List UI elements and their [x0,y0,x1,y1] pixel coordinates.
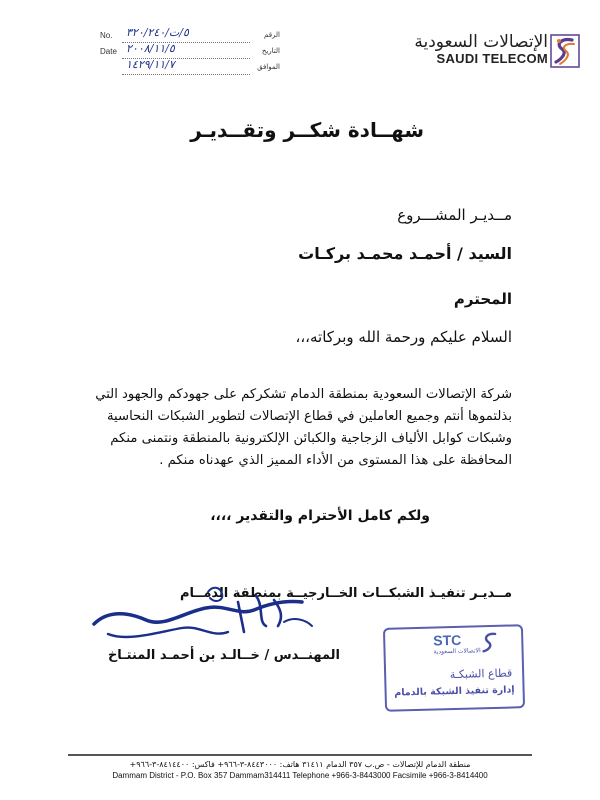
stamp-brand: STC [433,631,462,649]
ref-hijri-label-ar: الموافق [257,63,280,71]
closing-line: ولكم كامل الأحترام والتقدير ،،،، [210,508,430,524]
ref-date-label-ar: التاريخ [261,47,280,55]
footer-address-ar: منطقة الدمام للإتصالات - ص.ب ٣٥٧ الدمام ٣١٤١١ هاتف: ٨٤٤٣٠٠٠-٣-٩٦٦+ فاكس: ٨٤١٤٤٠٠-٣-٩٦٦+ [129,760,471,769]
stamp-brand-ar: الاتصالات السعودية [433,647,481,656]
honorific: المحترم [453,290,512,308]
company-name-en: SAUDI TELECOM [436,51,548,66]
ref-number-value: ٥/ت/٣٢٠/٢٤٠ [126,26,189,39]
signatory-title: مــديـر تنفيـذ الشبكــات الخــارجيــة بمنطقة الدمــام [180,586,512,601]
company-name-ar: الإتصالات السعودية [414,32,548,52]
signatory-name: المهنــدس / خــالـد بن أحمـد المنتـاخ [107,648,340,663]
official-stamp [383,624,525,712]
dotted-line [122,74,250,75]
ref-number-label: No. [100,31,113,40]
ref-date-value: ٢٠٠٨/١١/٥ [126,42,175,55]
ref-date-label: Date [100,47,117,56]
ref-hijri-value: ١٤٢٩/١١/٧ [126,58,175,71]
greeting: السلام عليكم ورحمة الله وبركاته،،، [295,328,512,346]
reference-block [100,28,280,76]
ref-number-label-ar: الرقم [264,31,280,39]
handwritten-signature [88,582,318,654]
recipient-name: السيد / أحمـد محمـد بركـات [298,244,512,263]
body-paragraph: شركة الإتصالات السعودية بمنطقة الدمام تشكركم على جهودكم والجهود التي بذلتموها أنتم وجميع العاملين في قطاع الإتصالات لتطوير الشبكات النحاسية وشبكات كوابل الألياف الزجاجية والكبائن الإلكترونية بالمنطقة ونتمنى منكم المحافظة على هذا المستوى من الأداء المميز الذي عهدناه منكم . [95,387,512,468]
ref-hijri-row [100,60,280,76]
letter-footer [68,754,532,780]
company-header [348,32,548,66]
certificate-title: شهــادة شكــر وتقــديـر [190,118,424,142]
stamp-sector: قطاع الشبكـة [449,666,513,682]
stc-logo-icon [550,34,580,68]
stamp-logo-icon [479,631,502,654]
footer-address-en: Dammam District - P.O. Box 357 Dammam314411 Telephone +966-3-8443000 Facsimile +966-3-8414400 [112,771,488,780]
stamp-department: إدارة تنفيذ الشبكة بالدمام [394,684,515,699]
addressee-title: مــديـر المشـــروع [397,206,512,224]
